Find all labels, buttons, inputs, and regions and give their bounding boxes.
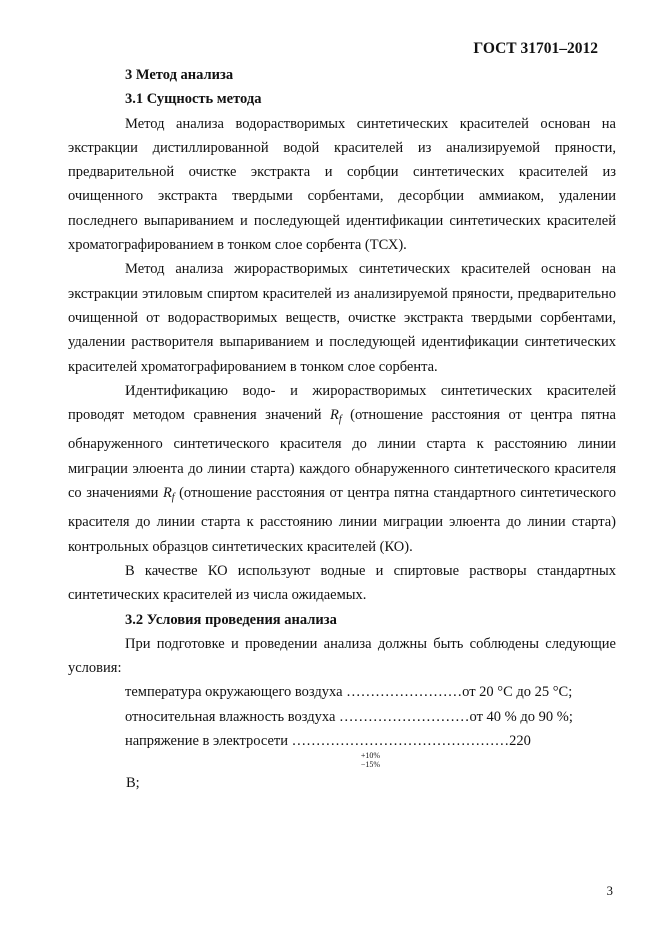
- identification-text-3: (отношение расстояния от центра пятна стандартного синтетического красителя до линии старта к расстоянию линии миграции элюента до линии старта) контрольных образцов синтетических красителей (КО).: [68, 485, 617, 555]
- rf-symbol: $R_f$: [330, 407, 342, 426]
- voltage-tolerance: [125, 751, 616, 769]
- page-content: [68, 63, 616, 796]
- identification-text-1: Идентификацию водо- и жирорастворимых синтетических красителей проводят методом сравнения значений: [68, 382, 616, 424]
- section-heading-3-1: 3.1 Сущность метода: [125, 91, 262, 108]
- paragraph-conditions-intro: При подготовке и проведении анализа должны быть соблюдены следующие условия:: [68, 635, 616, 677]
- voltage-unit: В;: [126, 775, 140, 792]
- identification-text-2: (отношение расстояния от центра пятна обнаруженного синтетического красителя до линии старта к расстоянию линии миграции элюента до линии старта) каждого обнаруженного синтетического красителя со значениями: [68, 407, 616, 502]
- paragraph-fat-soluble: Метод анализа жирорастворимых синтетических красителей основан на экстракции этиловым спиртом красителей из анализируемой пряности, предварительно очищенной от водорастворимых веществ, очистке экстракта твердыми сорбентами, удалении растворителя выпариванием и последующей идентификации синтетических красителей хроматографированием в тонком слое сорбента.: [68, 261, 616, 375]
- section-heading-3: 3 Метод анализа: [125, 67, 234, 83]
- condition-humidity: относительная влажность воздуха ………………………от 40 % до 90 %;: [125, 708, 573, 725]
- paragraph-identification: [68, 379, 616, 559]
- paragraph-water-soluble: Метод анализа водорастворимых синтетических красителей основан на экстракции дистиллированной водой красителей из анализируемой пряности, предварительной очистке экстракта и сорбции синтетических красителей из очищенного экстракта твердыми сорбентами, десорбции аммиаком, удалении последнего выпариванием и последующей идентификации синтетических красителей хроматографированием в тонком слое сорбента (ТСХ).: [68, 115, 616, 254]
- document-code: ГОСТ 31701–2012: [473, 40, 598, 57]
- condition-voltage: [125, 729, 616, 796]
- page-number: 3: [606, 883, 613, 898]
- voltage-label: напряжение в электросети ………………………………………220: [125, 733, 531, 750]
- paragraph-control-samples: В качестве КО используют водные и спиртовые растворы стандартных синтетических красителей из числа ожидаемых.: [68, 562, 616, 604]
- section-heading-3-2: 3.2 Условия проведения анализа: [125, 611, 337, 628]
- tolerance-lower: −15%: [360, 760, 381, 770]
- rf-symbol: $R_f$: [162, 485, 175, 504]
- tolerance-upper: +10%: [360, 751, 381, 761]
- condition-temperature: температура окружающего воздуха ……………………от 20 °С до 25 °С;: [125, 684, 573, 701]
